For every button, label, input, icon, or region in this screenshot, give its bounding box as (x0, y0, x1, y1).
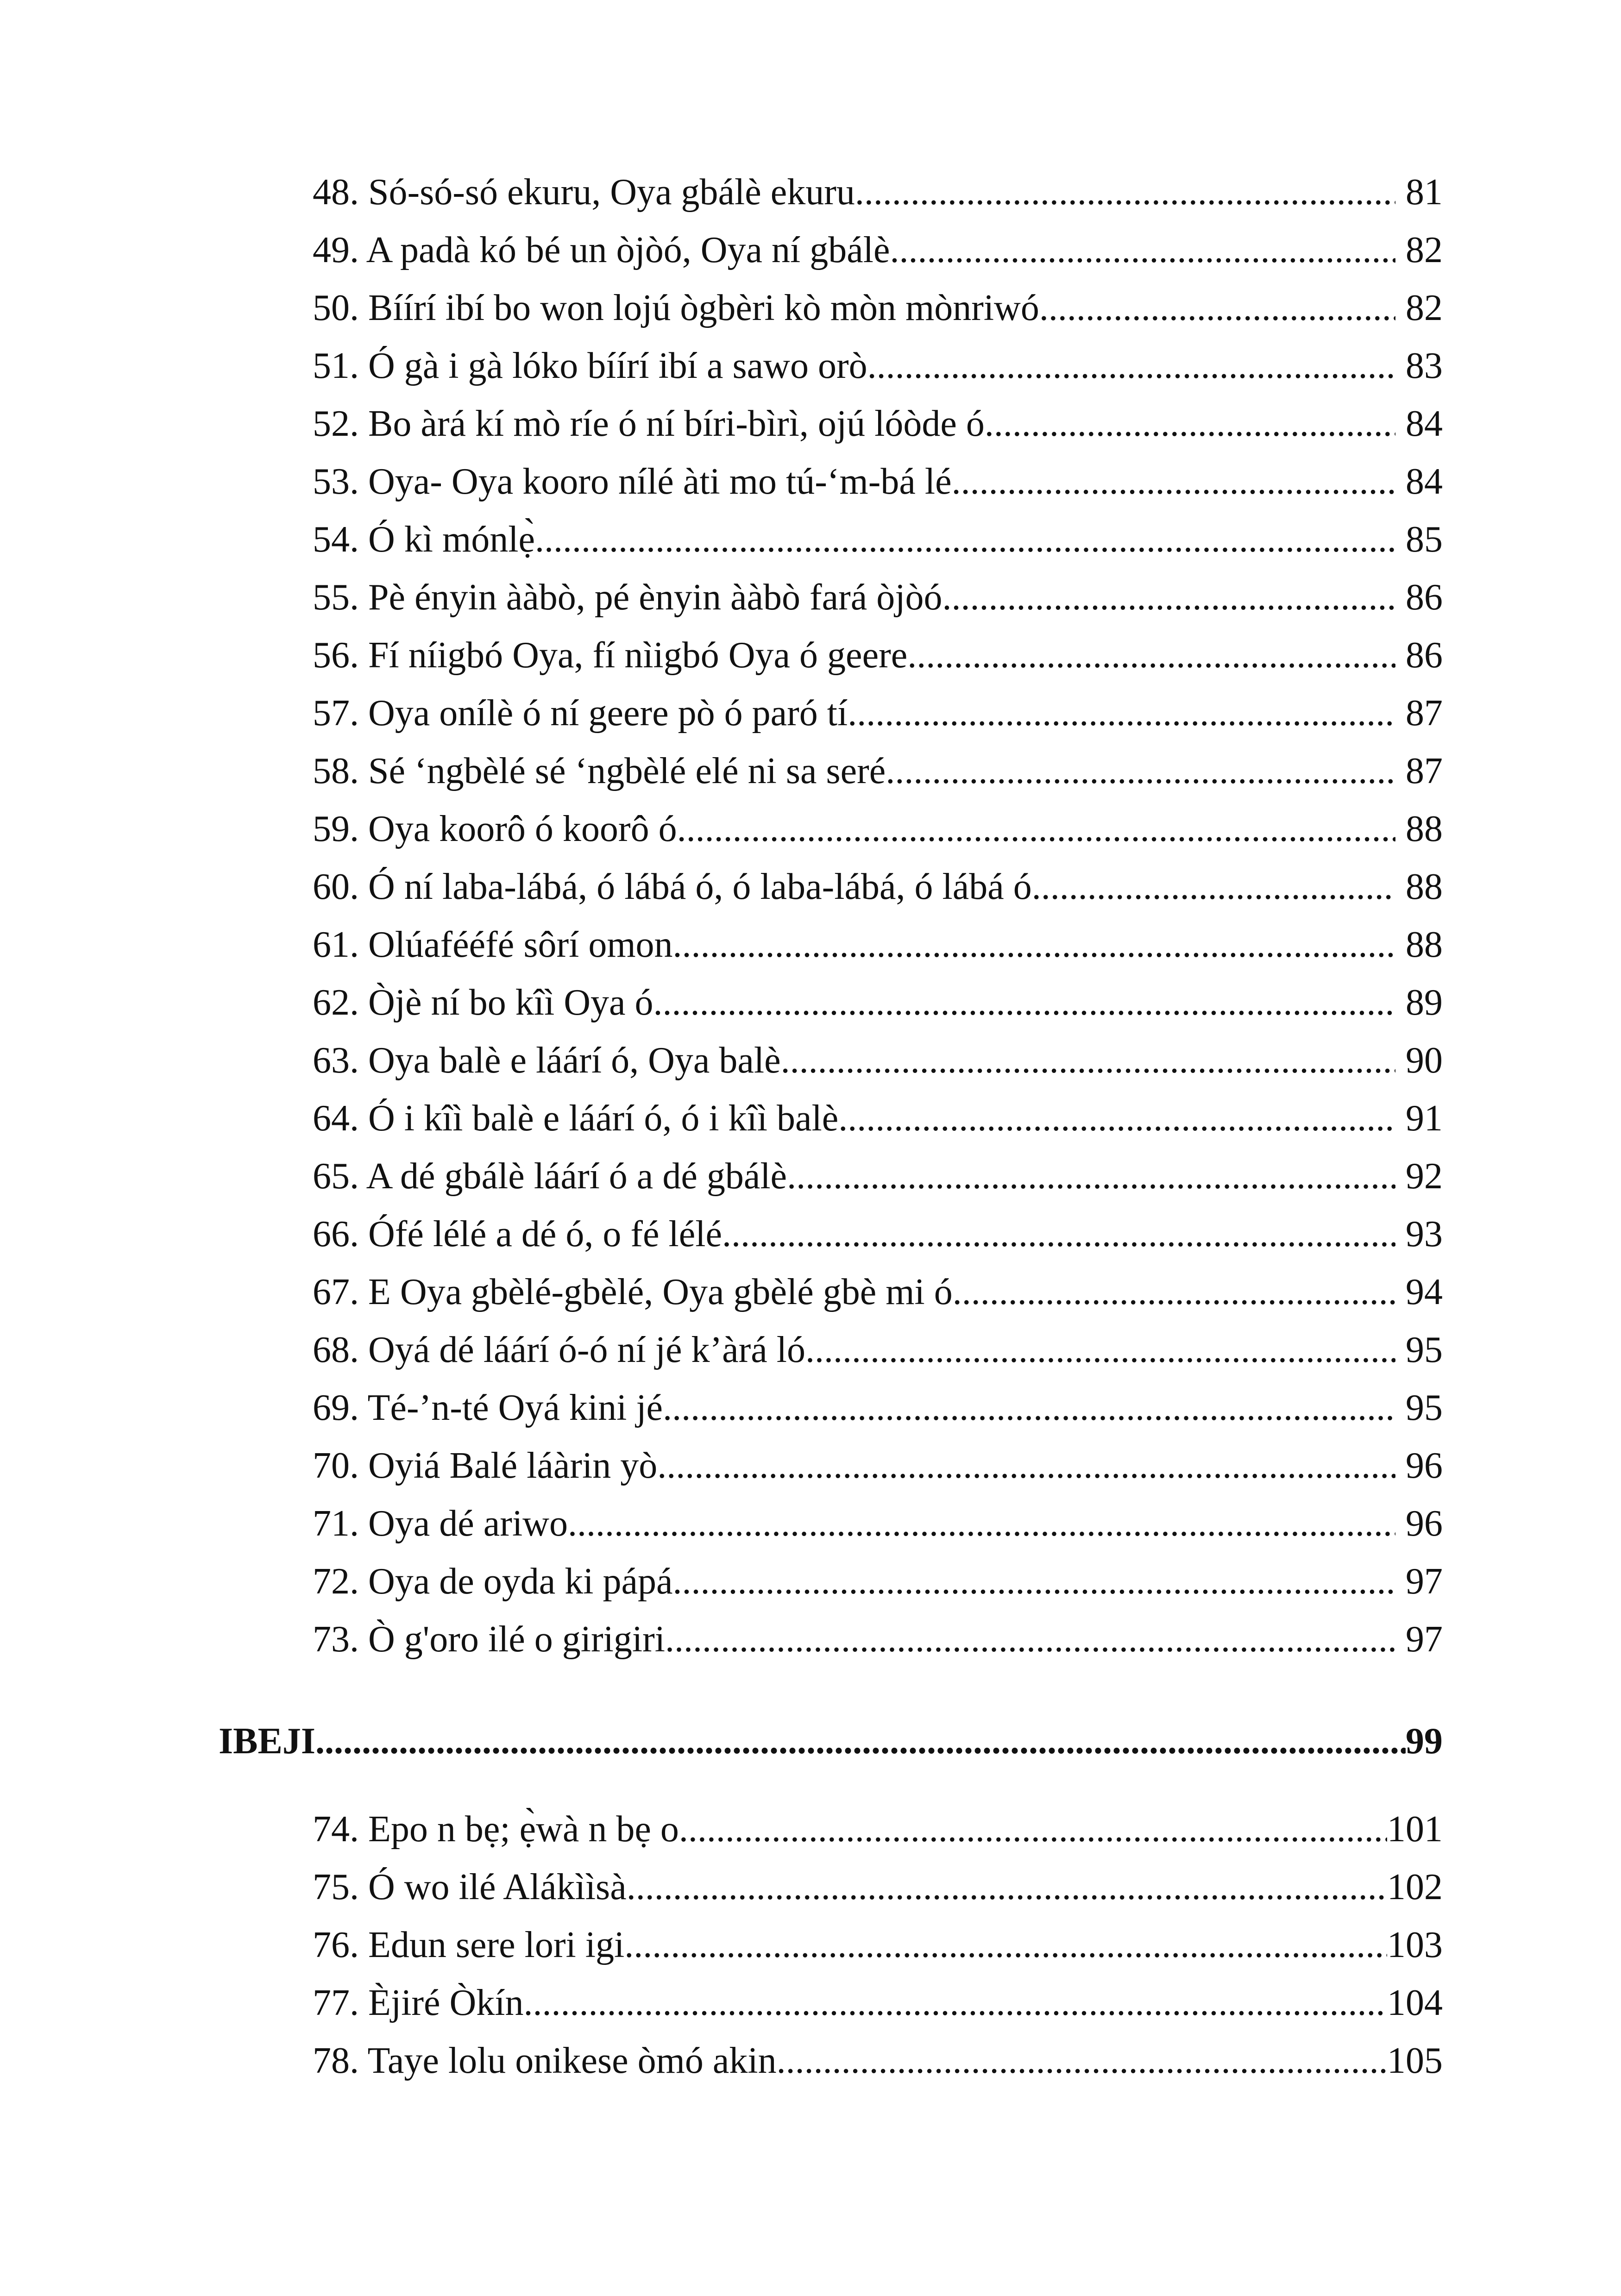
toc-entry (313, 1558, 1443, 1605)
toc-entry (313, 1443, 1443, 1489)
toc-leader-dots (787, 1153, 1395, 1199)
toc-entry (313, 458, 1443, 505)
toc-entry-title: 70. Oyiá Balé láàrin yò (313, 1445, 658, 1486)
toc-leader-dots (1032, 864, 1395, 910)
toc-entry-title: 55. Pè ényin ààbò, pé ènyin ààbò fará òjòó (313, 577, 942, 618)
toc-entry-title: 48. Só-só-só ekuru, Oya gbálè ekuru (313, 172, 855, 213)
toc-entry (313, 574, 1443, 621)
toc-leader-dots (777, 2038, 1387, 2084)
toc-entry (313, 1980, 1443, 2026)
toc-entry-title: 49. A padà kó bé un òjòó, Oya ní gbálè (313, 230, 890, 270)
toc-entry-page: 84 (1406, 403, 1443, 444)
toc-entry (313, 748, 1443, 794)
toc-entry-page: 88 (1406, 809, 1443, 849)
toc-entry (313, 806, 1443, 852)
toc-entry-page: 92 (1406, 1156, 1443, 1197)
toc-entry-page: 96 (1406, 1503, 1443, 1544)
toc-entry-page: 102 (1387, 1867, 1443, 1907)
toc-leader-dots (985, 401, 1395, 447)
toc-entry-title: 52. Bo àrá kí mò ríe ó ní bíri-bìrì, ojú lóòde ó (313, 403, 985, 444)
toc-entry-page: 105 (1387, 2040, 1443, 2081)
toc-entry-title: 71. Oya dé ariwo (313, 1503, 568, 1544)
toc-leader-dots (624, 1922, 1387, 1968)
toc-leader-dots (657, 1443, 1395, 1489)
toc-entry-page: 87 (1406, 751, 1443, 791)
toc-entry-title: 74. Epo n bẹ; ẹ̀wà n bẹ o (313, 1809, 679, 1850)
toc-entry-page: 96 (1406, 1445, 1443, 1486)
toc-entry-title: 78. Taye lolu onikese òmó akin (313, 2040, 777, 2081)
toc-leader-dots (315, 1718, 1406, 1764)
toc-entry-page: 93 (1406, 1214, 1443, 1255)
toc-entry (313, 1385, 1443, 1431)
toc-leader-dots (673, 1558, 1395, 1605)
toc-entry-page: 90 (1406, 1040, 1443, 1081)
toc-leader-dots (627, 1864, 1387, 1910)
toc-entry-title: 65. A dé gbálè láárí ó a dé gbálè (313, 1156, 787, 1197)
toc-entry-page: 82 (1406, 288, 1443, 328)
section-heading-page: 99 (1406, 1721, 1443, 1762)
toc-entry-page: 97 (1406, 1619, 1443, 1660)
toc-entry-page: 97 (1406, 1561, 1443, 1602)
toc-entry-title: 63. Oya balè e láárí ó, Oya balè (313, 1040, 781, 1081)
toc-entry (313, 922, 1443, 968)
toc-entry-title: 61. Olúafééfé sôrí omon (313, 924, 673, 965)
toc-leader-dots (855, 169, 1395, 215)
toc-leader-dots (890, 227, 1395, 273)
toc-entry-page: 91 (1406, 1098, 1443, 1139)
toc-entry-page: 84 (1406, 461, 1443, 502)
toc-leader-dots (805, 1327, 1395, 1373)
toc-entry (313, 690, 1443, 736)
toc-entry-title: 62. Òjè ní bo kîì Oya ó (313, 982, 653, 1023)
toc-entry-page: 95 (1406, 1387, 1443, 1428)
toc-leader-dots (677, 806, 1395, 852)
toc-entry-title: 50. Bíírí ibí bo won lojú ògbèri kò mòn mònriwó (313, 288, 1039, 328)
toc-entry-page: 88 (1406, 866, 1443, 907)
toc-leader-dots (523, 1980, 1387, 2026)
toc-entry-page: 89 (1406, 982, 1443, 1023)
toc-entry-page: 87 (1406, 693, 1443, 734)
toc-entry-title: 75. Ó wo ilé Alákììsà (313, 1867, 627, 1907)
toc-entry-page: 82 (1406, 230, 1443, 270)
toc-entry-title: 57. Oya onílè ó ní geere pò ó paró tí (313, 693, 848, 734)
toc-leader-dots (952, 458, 1395, 505)
toc-leader-dots (781, 1037, 1395, 1084)
toc-entry-title: 73. Ò g'oro ilé o girigiri (313, 1619, 665, 1660)
section-heading-title: IBEJI (219, 1721, 315, 1762)
toc-entry (313, 2038, 1443, 2084)
toc-entry (313, 169, 1443, 215)
toc-entry (313, 1037, 1443, 1084)
toc-entry-title: 72. Oya de oyda ki pápá (313, 1561, 673, 1602)
toc-entry-title: 64. Ó i kîì balè e láárí ó, ó i kîì balè (313, 1098, 839, 1139)
toc-entry (313, 1211, 1443, 1257)
toc-entry (313, 1806, 1443, 1852)
toc-leader-dots (663, 1385, 1395, 1431)
toc-entry-page: 104 (1387, 1982, 1443, 2023)
toc-entry-title: 54. Ó kì mónlẹ̀ (313, 519, 535, 560)
toc-entry (313, 1269, 1443, 1315)
toc-entry-title: 76. Edun sere lori igi (313, 1925, 625, 1965)
toc-section-heading (219, 1718, 1443, 1764)
toc-entry (313, 1500, 1443, 1547)
toc-entry-title: 66. Ófé lélé a dé ó, o fé lélé (313, 1214, 723, 1255)
toc-entry-page: 85 (1406, 519, 1443, 560)
toc-entry (313, 1327, 1443, 1373)
toc-entry-title: 77. Èjiré Òkín (313, 1982, 524, 2023)
toc-entry (313, 1864, 1443, 1910)
toc-entry-title: 69. Té-’n-té Oyá kini jé (313, 1387, 663, 1428)
toc-entry-title: 56. Fí níigbó Oya, fí nìigbó Oya ó geere (313, 635, 908, 676)
toc-entry-page: 86 (1406, 635, 1443, 676)
toc-entry-page: 95 (1406, 1330, 1443, 1370)
toc-leader-dots (907, 632, 1395, 678)
toc-leader-dots (848, 690, 1395, 736)
toc-leader-dots (838, 1095, 1395, 1142)
toc-entry-title: 53. Oya- Oya kooro nílé àti mo tú-‘m-bá lé (313, 461, 952, 502)
toc-entry (313, 401, 1443, 447)
toc-entry-page: 94 (1406, 1272, 1443, 1312)
toc-leader-dots (568, 1500, 1395, 1547)
toc-entry-title: 51. Ó gà i gà lóko bíírí ibí a sawo orò (313, 345, 867, 386)
toc-entry-page: 86 (1406, 577, 1443, 618)
toc-entry-title: 59. Oya koorô ó koorô ó (313, 809, 677, 849)
toc-leader-dots (886, 748, 1395, 794)
toc-entry-title: 60. Ó ní laba-lábá, ó lábá ó, ó laba-lábá, ó lábá ó (313, 866, 1032, 907)
toc-entry (313, 1922, 1443, 1968)
toc-entry (313, 516, 1443, 563)
toc-entry (313, 227, 1443, 273)
toc-leader-dots (673, 922, 1395, 968)
toc-entry-page: 88 (1406, 924, 1443, 965)
toc-entry-title: 58. Sé ‘ngbèlé sé ‘ngbèlé elé ni sa seré (313, 751, 886, 791)
toc-entry-page: 83 (1406, 345, 1443, 386)
toc-entry-page: 81 (1406, 172, 1443, 213)
toc-leader-dots (953, 1269, 1395, 1315)
toc-leader-dots (1039, 285, 1395, 331)
toc-leader-dots (722, 1211, 1395, 1257)
toc-leader-dots (653, 979, 1395, 1026)
toc-entry (313, 864, 1443, 910)
toc-entry (313, 285, 1443, 331)
toc-leader-dots (679, 1806, 1387, 1852)
toc-leader-dots (665, 1616, 1395, 1662)
toc-entry (313, 632, 1443, 678)
toc-entry (313, 1616, 1443, 1662)
toc-entry (313, 343, 1443, 389)
toc-entry-page: 101 (1387, 1809, 1443, 1850)
toc-leader-dots (867, 343, 1395, 389)
toc-entry (313, 1095, 1443, 1142)
toc-entry-title: 68. Oyá dé láárí ó-ó ní jé k’àrá ló (313, 1330, 806, 1370)
toc-entry-page: 103 (1387, 1925, 1443, 1965)
toc-leader-dots (535, 516, 1395, 563)
toc-leader-dots (942, 574, 1395, 621)
toc-entry (313, 1153, 1443, 1199)
toc-entry (313, 979, 1443, 1026)
toc-entry-title: 67. E Oya gbèlé-gbèlé, Oya gbèlé gbè mi ó (313, 1272, 953, 1312)
